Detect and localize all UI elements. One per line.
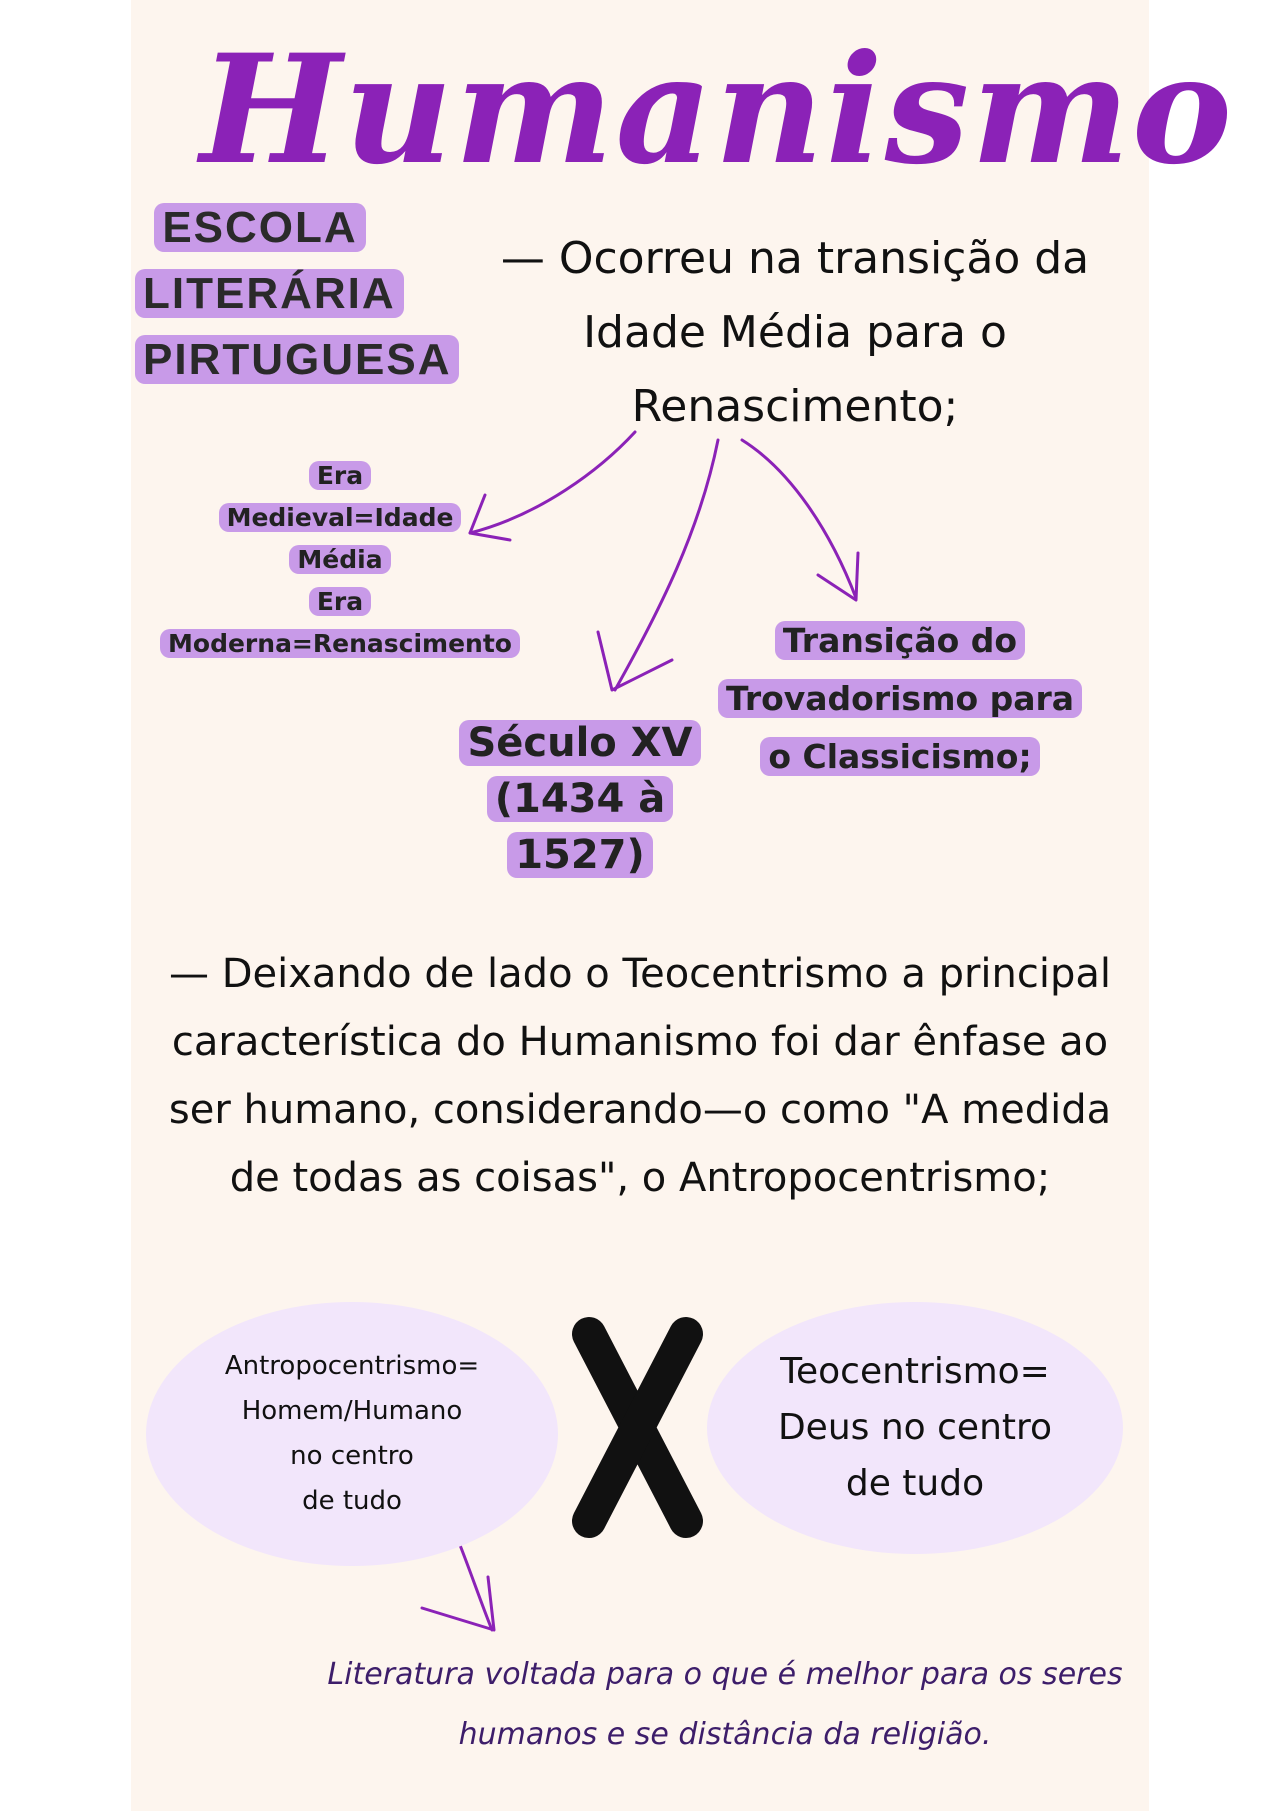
transition-note-text: Transição do Trovadorismo para o Classicismo; — [718, 621, 1082, 776]
era-note-line-5: Moderna=Renascimento — [160, 629, 520, 658]
era-note-line-4: Era — [309, 587, 371, 616]
era-note-line-1: Era — [309, 461, 371, 490]
main-paragraph: — Deixando de lado o Teocentrismo a principal característica do Humanismo foi dar ênfase ao ser humano, considerando—o como "A medida de todas as coisas", o Antropocentrismo; — [168, 951, 1112, 1201]
theocentrism-oval — [707, 1302, 1123, 1554]
century-note-text: Século XV (1434 à 1527) — [459, 720, 700, 878]
page-title: Humanismo — [200, 22, 1234, 198]
versus-x-icon — [565, 1310, 710, 1545]
anthropocentrism-oval — [146, 1302, 558, 1566]
transition-note — [715, 612, 1085, 786]
arrow-to-conclusion — [458, 1540, 492, 1630]
arrow-to-transition — [742, 440, 856, 598]
era-note — [150, 455, 530, 665]
century-note — [455, 715, 705, 883]
lead-text: — Ocorreu na transição da Idade Média para o Renascimento; — [500, 233, 1090, 432]
theocentrism-line-3: de tudo — [845, 1463, 985, 1504]
school-label-line-2: LITERÁRIA — [135, 269, 404, 318]
theocentrism-line-2: Deus no centro — [777, 1407, 1053, 1448]
era-note-line-3: Média — [289, 545, 390, 574]
theocentrism-line-1: Teocentrismo= — [780, 1351, 1050, 1392]
arrow-to-century-head — [598, 632, 672, 690]
anthropocentrism-line-3: no centro — [290, 1441, 414, 1471]
era-note-line-2: Medieval=Idade — [219, 503, 462, 532]
anthropocentrism-line-1: Antropocentrismo= — [224, 1351, 480, 1381]
arrow-to-century — [615, 440, 718, 690]
anthropocentrism-line-2: Homem/Humano — [241, 1396, 463, 1426]
school-label-line-1: ESCOLA — [154, 203, 365, 252]
conclusion-text: Literatura voltada para o que é melhor para os seres humanos e se distância da religião. — [327, 1657, 1123, 1752]
school-label-line-3: PIRTUGUESA — [135, 335, 459, 384]
anthropocentrism-line-4: de tudo — [302, 1486, 402, 1516]
